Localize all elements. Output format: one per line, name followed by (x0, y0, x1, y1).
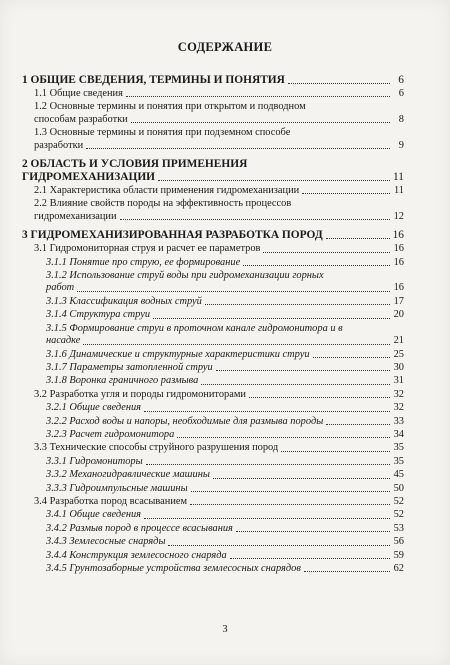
dot-leader (144, 411, 390, 412)
toc-entry-text: 1.1 Общие сведения (34, 88, 123, 99)
toc-entry-page: 12 (393, 210, 404, 222)
toc-entry-text: 1 ОБЩИЕ СВЕДЕНИЯ, ТЕРМИНЫ И ПОНЯТИЯ (22, 74, 285, 86)
toc-entry-row (46, 375, 404, 387)
toc-entry-page: 53 (393, 522, 404, 534)
toc-entry-text: 3.3.3 Гидроимпульсные машины (46, 482, 188, 494)
toc-entry-page: 20 (393, 309, 404, 321)
toc-entry-row (46, 257, 404, 269)
toc-entry-page: 34 (393, 428, 404, 440)
toc-entry (22, 243, 404, 255)
toc-entry-row (34, 389, 404, 401)
toc-entry-text: 3.4.5 Грунтозаборные устройства землесосных снарядов (46, 563, 301, 574)
toc-entry-page: 50 (393, 482, 404, 494)
toc-entry-page: 30 (393, 361, 404, 373)
toc-entry (22, 88, 404, 100)
toc-entry-row (34, 114, 404, 126)
dot-leader (302, 193, 390, 194)
toc-entry-row (46, 469, 404, 481)
toc-entry-page: 33 (393, 415, 404, 427)
toc-entry-row (46, 483, 404, 495)
toc-entry-row (34, 140, 404, 152)
dot-leader (236, 531, 390, 532)
toc-entry-page: 21 (393, 335, 404, 347)
toc-entry (22, 429, 404, 441)
toc-entry-text: 1.2 Основные термины и понятия при открытом и подводном (34, 101, 306, 113)
table-of-contents (22, 74, 404, 575)
dot-leader (216, 370, 390, 371)
toc-entry-page: 52 (393, 495, 404, 507)
toc-entry (22, 416, 404, 428)
toc-entry-row (46, 362, 404, 374)
toc-entry-row (46, 509, 404, 521)
toc-entry (22, 185, 404, 197)
toc-entry-text: работ (46, 282, 75, 294)
toc-entry (22, 375, 404, 387)
toc-entry (22, 523, 404, 535)
toc-entry-text: 2.2 Влияние свойств породы на эффективность процессов (34, 198, 292, 210)
toc-entry-text: 3.1.6 Динамические и структурные характеристики струи (46, 348, 310, 360)
toc-entry-page: 35 (393, 442, 404, 454)
toc-entry (22, 456, 404, 468)
toc-entry-row (34, 442, 404, 454)
toc-entry-text: 3.1.7 Параметры затопленной струи (46, 361, 213, 373)
toc-entry-page: 9 (398, 139, 404, 151)
page-title: СОДЕРЖАНИЕ (177, 40, 273, 54)
toc-entry-row (46, 416, 404, 428)
toc-entry-text: 3 ГИДРОМЕХАНИЗИРОВАННАЯ РАЗРАБОТКА ПОРОД (22, 229, 323, 242)
dot-leader (131, 122, 390, 123)
dot-leader (190, 504, 390, 505)
toc-entry-text: гидромеханизации (34, 210, 117, 222)
toc-entry-text: 3.1 Гидромониторная струя и расчет ее параметров (34, 243, 261, 255)
dot-leader (313, 357, 390, 358)
toc-entry-text: 3.1.3 Классификация водных струй (46, 295, 202, 307)
toc-entry (22, 402, 404, 414)
dot-leader (153, 318, 390, 319)
toc-entry-row (46, 309, 404, 321)
toc-entry-row (46, 563, 404, 575)
toc-entry-row (46, 456, 404, 468)
page-number: 3 (222, 624, 228, 635)
toc-entry (22, 257, 404, 269)
dot-leader (146, 464, 390, 465)
dot-leader (144, 518, 390, 519)
dot-leader (230, 558, 390, 559)
toc-entry (22, 349, 404, 361)
toc-entry (22, 496, 404, 508)
dot-leader (281, 451, 390, 452)
dot-leader (168, 545, 390, 546)
toc-entry-row (46, 536, 404, 548)
toc-entry-row (46, 296, 404, 308)
toc-entry-text: 3.1.2 Использование струй воды при гидромеханизации горных (46, 270, 324, 282)
toc-entry-text: 3.3.1 Гидромониторы (46, 455, 143, 467)
toc-entry-text: 3.1.1 Понятие про струю, ее формирование (46, 256, 241, 268)
toc-entry-page: 6 (398, 88, 404, 99)
toc-entry-text: ГИДРОМЕХАНИЗАЦИИ (22, 171, 156, 184)
toc-entry (22, 101, 404, 126)
toc-entry-page: 31 (393, 375, 404, 387)
dot-leader (263, 252, 390, 253)
dot-leader (158, 180, 390, 181)
toc-entry-text: разработки (34, 139, 84, 151)
toc-entry-page: 16 (393, 243, 404, 255)
toc-entry-page: 17 (393, 295, 404, 307)
toc-entry-row (46, 335, 404, 347)
toc-entry-row (46, 282, 404, 294)
toc-entry-text: 3.1.5 Формирование струи в проточном канале гидромонитора и в (46, 322, 343, 334)
toc-entry (22, 550, 404, 562)
dot-leader (205, 304, 390, 305)
toc-entry-page: 11 (393, 171, 404, 184)
toc-entry-page: 35 (393, 455, 404, 467)
toc-entry-row (46, 523, 404, 535)
toc-entry (22, 563, 404, 575)
dot-leader (83, 344, 390, 345)
toc-entry-page: 25 (393, 348, 404, 360)
toc-entry (22, 229, 404, 242)
toc-entry-text: 3.3.2 Механогидравлические машины (46, 469, 210, 481)
toc-entry-row (34, 496, 404, 508)
toc-entry-page: 11 (393, 185, 404, 197)
toc-entry-page: 32 (393, 402, 404, 414)
toc-entry-text: насадке (46, 335, 81, 347)
toc-entry (22, 270, 404, 295)
toc-entry-text: 3.4.4 Конструкция землесосного снаряда (46, 549, 227, 561)
dot-leader (249, 397, 390, 398)
toc-entry-row (34, 243, 404, 255)
toc-entry-text: 3.4.2 Размыв пород в процессе всасывания (46, 522, 233, 534)
toc-entry-text: 3.4.1 Общие сведения (46, 509, 142, 521)
toc-entry-row (34, 211, 404, 223)
dot-leader (120, 219, 390, 220)
dot-leader (177, 437, 390, 438)
toc-entry (22, 296, 404, 308)
dot-leader (77, 291, 390, 292)
toc-entry (22, 362, 404, 374)
toc-entry-row (34, 185, 404, 197)
toc-entry (22, 323, 404, 348)
dot-leader (201, 384, 390, 385)
toc-entry (22, 442, 404, 454)
toc-entry-row (34, 88, 404, 100)
toc-entry-row (46, 550, 404, 562)
toc-entry (22, 309, 404, 321)
dot-leader (243, 265, 390, 266)
toc-entry-text: 1.3 Основные термины и понятия при подземном способе (34, 127, 291, 139)
dot-leader (191, 491, 390, 492)
dot-leader (326, 424, 390, 425)
toc-entry-page: 16 (393, 256, 404, 268)
toc-entry (22, 198, 404, 223)
dot-leader (288, 83, 390, 84)
toc-entry-text: 3.3 Технические способы струйного разрушения пород (34, 442, 279, 454)
toc-entry (22, 536, 404, 548)
toc-entry-text: 3.2.2 Расход воды и напоры, необходимые для размыва породы (46, 415, 324, 427)
toc-entry (22, 389, 404, 401)
toc-entry (22, 158, 404, 184)
toc-entry-text: 3.2.3 Расчет гидромонитора (46, 428, 175, 440)
toc-entry-row (22, 74, 404, 87)
toc-entry-text: 3.1.8 Воронка граничного размыва (46, 375, 199, 387)
toc-entry (22, 483, 404, 495)
toc-entry-row (46, 349, 404, 361)
dot-leader (304, 571, 390, 572)
toc-entry-row (22, 229, 404, 242)
toc-entry-page: 59 (393, 549, 404, 561)
toc-entry-text: 3.4.3 Землесосные снаряды (46, 536, 166, 548)
toc-entry-text: 3.2.1 Общие сведения (46, 402, 142, 414)
toc-entry (22, 127, 404, 152)
toc-entry (22, 74, 404, 87)
toc-entry-row (46, 402, 404, 414)
toc-entry-text: способам разработки (34, 113, 128, 125)
toc-entry-page: 8 (398, 113, 404, 125)
toc-entry-page: 16 (393, 282, 404, 294)
toc-entry-page: 16 (392, 229, 404, 242)
toc-entry-row (46, 429, 404, 441)
toc-entry-text: 3.4 Разработка пород всасыванием (34, 495, 188, 507)
dot-leader (86, 148, 390, 149)
toc-entry-page: 45 (393, 469, 404, 481)
dot-leader (326, 238, 390, 239)
toc-entry-page: 52 (393, 509, 404, 521)
toc-entry-text: 2.1 Характеристика области применения гидромеханизации (34, 185, 300, 197)
toc-entry (22, 469, 404, 481)
toc-entry-page: 32 (393, 388, 404, 400)
toc-entry-text: 3.1.4 Структура струи (46, 309, 151, 321)
toc-entry (22, 509, 404, 521)
toc-entry-text: 3.2 Разработка угля и породы гидромониторами (34, 388, 246, 400)
toc-entry-row (22, 171, 404, 184)
toc-entry-page: 62 (393, 563, 404, 574)
toc-entry-text: 2 ОБЛАСТЬ И УСЛОВИЯ ПРИМЕНЕНИЯ (22, 158, 248, 171)
toc-entry-page: 56 (393, 536, 404, 548)
dot-leader (126, 96, 390, 97)
toc-entry-page: 6 (398, 74, 404, 86)
dot-leader (213, 478, 390, 479)
